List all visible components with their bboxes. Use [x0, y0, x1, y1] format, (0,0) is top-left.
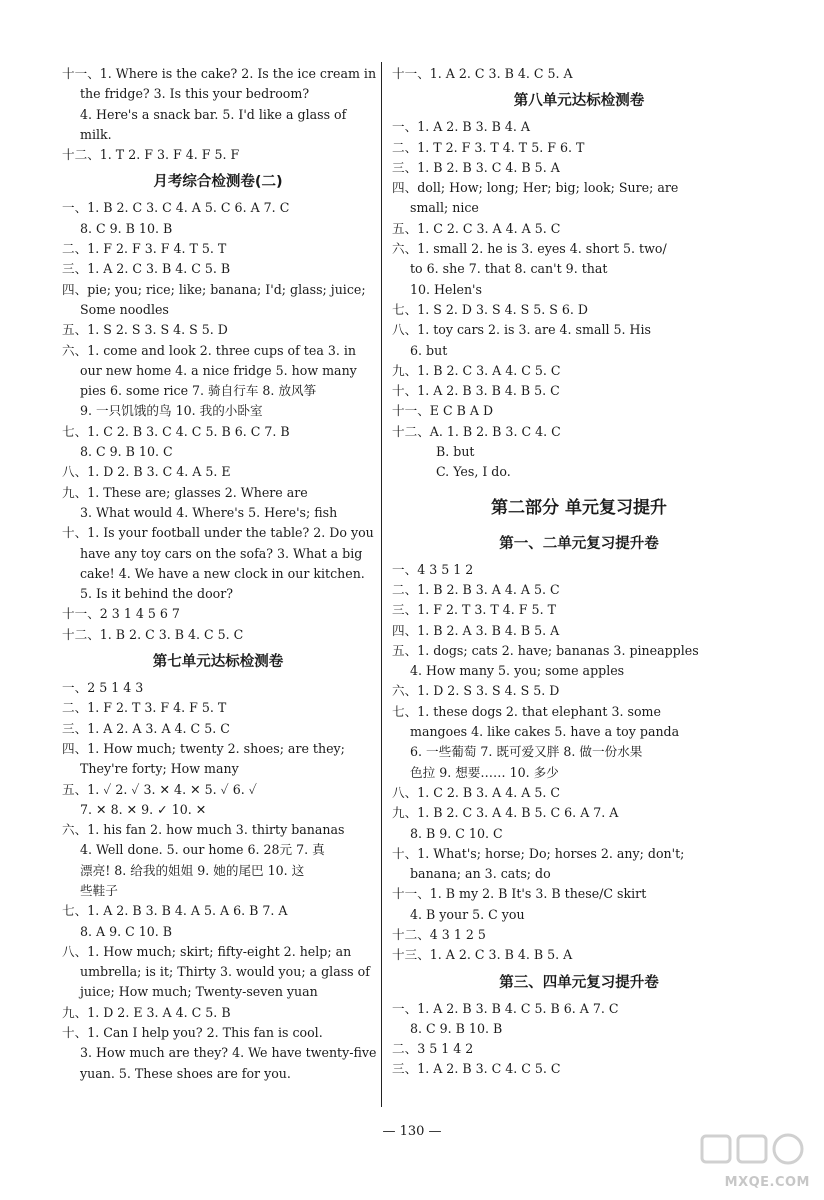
- left-column: [62, 64, 377, 1084]
- answer-line: 一、1. A 2. B 3. B 4. C 5. B 6. A 7. C: [392, 1000, 619, 1016]
- answer-line: 5. Is it behind the door?: [80, 586, 234, 602]
- answer-line: 七、1. A 2. B 3. B 4. A 5. A 6. B 7. A: [62, 903, 288, 919]
- answer-line: 九、1. B 2. C 3. A 4. C 5. C: [392, 362, 561, 378]
- right-column: [392, 64, 766, 1080]
- answer-line: 四、doll; How; long; Her; big; look; Sure; are: [392, 180, 679, 196]
- answer-line: 八、1. D 2. B 3. C 4. A 5. E: [62, 464, 231, 480]
- answer-line: 九、1. These are; glasses 2. Where are: [62, 484, 308, 500]
- answer-line: our new home 4. a nice fridge 5. how many: [80, 362, 357, 378]
- answer-line: 十、1. A 2. B 3. B 4. B 5. C: [392, 383, 560, 399]
- answer-line: 八、1. C 2. B 3. A 4. A 5. C: [392, 784, 561, 800]
- page-number: — 130 —: [382, 1124, 442, 1139]
- section-heading-review-34: 第三、四单元复习提升卷: [499, 974, 659, 991]
- answer-line: 二、1. F 2. T 3. F 4. F 5. T: [62, 700, 227, 716]
- answer-line: 二、3 5 1 4 2: [392, 1041, 474, 1057]
- answer-line: pies 6. some rice 7. 骑自行车 8. 放风筝: [80, 383, 317, 399]
- answer-line: 7. ✕ 8. ✕ 9. ✓ 10. ✕: [80, 801, 207, 817]
- answer-line: milk.: [80, 126, 112, 142]
- answer-line: 四、pie; you; rice; like; banana; I'd; glass; juice;: [62, 281, 366, 297]
- answer-line: 一、4 3 5 1 2: [392, 561, 474, 577]
- answer-line: 七、1. C 2. B 3. C 4. C 5. B 6. C 7. B: [62, 423, 290, 439]
- answer-line: 九、1. D 2. E 3. A 4. C 5. B: [62, 1004, 231, 1020]
- answer-line: 十三、1. A 2. C 3. B 4. B 5. A: [392, 947, 573, 963]
- answer-line: 六、1. small 2. he is 3. eyes 4. short 5. two/: [392, 241, 667, 257]
- answer-line: have any toy cars on the sofa? 3. What a big: [80, 545, 363, 561]
- answer-line: 8. B 9. C 10. C: [410, 825, 503, 841]
- answer-line: 漂亮! 8. 给我的姐姐 9. 她的尾巴 10. 这: [80, 862, 305, 878]
- answer-line: 十、1. Can I help you? 2. This fan is cool.: [62, 1025, 323, 1041]
- answer-line: 三、1. A 2. A 3. A 4. C 5. C: [62, 720, 230, 736]
- answer-line: 十二、4 3 1 2 5: [392, 926, 486, 942]
- answer-line: yuan. 5. These shoes are for you.: [80, 1065, 291, 1081]
- answer-line: 二、1. T 2. F 3. T 4. T 5. F 6. T: [392, 139, 585, 155]
- answer-line: 十二、A. 1. B 2. B 3. C 4. C: [392, 423, 561, 439]
- answer-line: cake! 4. We have a new clock in our kitchen.: [80, 565, 365, 581]
- answer-line: 十二、1. B 2. C 3. B 4. C 5. C: [62, 626, 244, 642]
- answer-line: 十二、1. T 2. F 3. F 4. F 5. F: [62, 147, 240, 163]
- watermark-text: MXQE.COM: [724, 1175, 810, 1190]
- answer-line: 9. 一只饥饿的鸟 10. 我的小卧室: [80, 403, 263, 419]
- answer-line: 五、1. ✓ 2. ✓ 3. ✕ 4. ✕ 5. ✓ 6. ✓: [62, 781, 257, 797]
- answer-line: 三、1. A 2. B 3. C 4. C 5. C: [392, 1061, 561, 1077]
- answer-line: Some noodles: [80, 301, 169, 317]
- answer-line: 3. What would 4. Where's 5. Here's; fish: [80, 504, 338, 520]
- answer-line: 六、1. come and look 2. three cups of tea 3. in: [62, 342, 356, 358]
- answer-line: 三、1. A 2. C 3. B 4. C 5. B: [62, 261, 231, 277]
- answer-line: 一、1. A 2. B 3. B 4. A: [392, 119, 530, 135]
- answer-line: 六、1. D 2. S 3. S 4. S 5. D: [392, 683, 560, 699]
- answer-line: 8. C 9. B 10. B: [410, 1020, 503, 1036]
- answer-line: 色拉 9. 想要…… 10. 多少: [410, 764, 559, 780]
- answer-line: 七、1. these dogs 2. that elephant 3. some: [392, 703, 661, 719]
- section-heading-unit8: 第八单元达标检测卷: [513, 93, 645, 110]
- answer-line: 3. How much are they? 4. We have twenty-five: [80, 1045, 377, 1061]
- answer-line: 十一、1. B my 2. B It's 3. B these/C skirt: [392, 886, 647, 902]
- answer-line: B. but: [436, 444, 475, 460]
- answer-line: 6. 一些葡萄 7. 既可爱又胖 8. 做一份水果: [410, 744, 643, 760]
- answer-line: C. Yes, I do.: [436, 464, 511, 480]
- answer-line: 10. Helen's: [410, 281, 482, 297]
- section-heading-review-12: 第一、二单元复习提升卷: [499, 535, 659, 552]
- answer-line: 四、1. How much; twenty 2. shoes; are they;: [62, 740, 345, 756]
- answer-line: 四、1. B 2. A 3. B 4. B 5. A: [392, 622, 560, 638]
- section-heading-unit7: 第七单元达标检测卷: [152, 654, 284, 671]
- answer-line: 4. Here's a snack bar. 5. I'd like a glass of: [80, 106, 347, 122]
- answer-line: 三、1. F 2. T 3. T 4. F 5. T: [392, 602, 556, 618]
- answer-line: 九、1. B 2. C 3. A 4. B 5. C 6. A 7. A: [392, 805, 619, 821]
- answer-line: umbrella; is it; Thirty 3. would you; a glass of: [80, 964, 370, 980]
- answer-line: 一、2 5 1 4 3: [62, 680, 144, 696]
- answer-line: small; nice: [410, 200, 479, 216]
- answer-line: 4. Well done. 5. our home 6. 28元 7. 真: [80, 842, 325, 858]
- answer-line: to 6. she 7. that 8. can't 9. that: [410, 261, 608, 277]
- answer-line: juice; How much; Twenty-seven yuan: [80, 984, 318, 1000]
- answer-line: 十、1. Is your football under the table? 2. Do you: [62, 525, 374, 541]
- answer-line: 4. B your 5. C you: [410, 906, 525, 922]
- answer-line: 八、1. How much; skirt; fifty-eight 2. help; an: [62, 943, 352, 959]
- section-heading-monthly-test: 月考综合检测卷(二): [153, 174, 283, 191]
- watermark-stamp-icon: [698, 1130, 810, 1170]
- answer-line: 八、1. toy cars 2. is 3. are 4. small 5. His: [392, 322, 652, 338]
- answer-line: 六、1. his fan 2. how much 3. thirty bananas: [62, 822, 345, 838]
- answer-line: the fridge? 3. Is this your bedroom?: [80, 86, 310, 102]
- answer-line: 8. C 9. B 10. B: [80, 220, 173, 236]
- watermark-logo: [698, 1130, 810, 1190]
- answer-line: 五、1. dogs; cats 2. have; bananas 3. pineapples: [392, 642, 699, 658]
- answer-line: 一、1. B 2. C 3. C 4. A 5. C 6. A 7. C: [62, 200, 290, 216]
- answer-line: 十一、E C B A D: [392, 403, 494, 419]
- answer-line: 五、1. C 2. C 3. A 4. A 5. C: [392, 220, 561, 236]
- answer-line: banana; an 3. cats; do: [410, 866, 551, 882]
- answer-line: 8. C 9. B 10. C: [80, 444, 173, 460]
- column-divider: [381, 62, 382, 1107]
- answer-line: 三、1. B 2. B 3. C 4. B 5. A: [392, 159, 560, 175]
- answer-line: 4. How many 5. you; some apples: [410, 663, 625, 679]
- answer-line: 七、1. S 2. D 3. S 4. S 5. S 6. D: [392, 301, 589, 317]
- answer-line: 五、1. S 2. S 3. S 4. S 5. D: [62, 322, 228, 338]
- answer-line: 些鞋子: [80, 882, 118, 898]
- answer-line: 十、1. What's; horse; Do; horses 2. any; don't;: [392, 845, 685, 861]
- answer-line: 二、1. B 2. B 3. A 4. A 5. C: [392, 581, 560, 597]
- answer-line: 二、1. F 2. F 3. F 4. T 5. T: [62, 241, 227, 257]
- answer-line: 十一、2 3 1 4 5 6 7: [62, 606, 180, 622]
- answer-line: 6. but: [410, 342, 448, 358]
- answer-line: They're forty; How many: [80, 761, 239, 777]
- answer-line: 8. A 9. C 10. B: [80, 923, 173, 939]
- answer-line: mangoes 4. like cakes 5. have a toy panda: [410, 724, 680, 740]
- answer-line: 十一、1. Where is the cake? 2. Is the ice cream in: [62, 66, 377, 81]
- answer-line: 十一、1. A 2. C 3. B 4. C 5. A: [392, 66, 573, 81]
- part-two-heading: 第二部分 单元复习提升: [491, 497, 667, 518]
